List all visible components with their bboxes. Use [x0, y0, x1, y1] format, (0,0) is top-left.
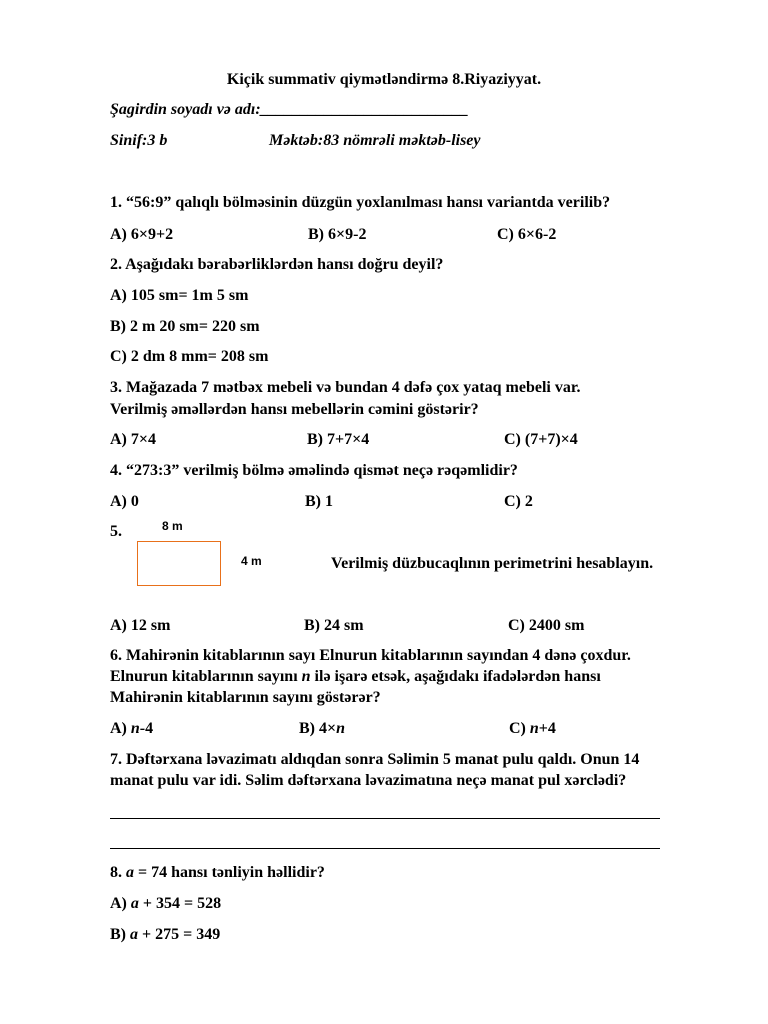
question-3-option-b: B) 7+7×4: [307, 431, 370, 448]
question-1-option-a: A) 6×9+2: [110, 226, 174, 243]
question-2-option-c: C) 2 dm 8 mm= 208 sm: [110, 348, 269, 365]
question-4-text: 4. “273:3” verilmiş bölmə əməlində qismət neçə rəqəmlidir?: [110, 462, 518, 479]
rectangle-height-label: 4 m: [241, 554, 262, 568]
school-label: Məktəb:83 nömrəli məktəb-lisey: [269, 132, 481, 149]
question-6-option-b: B) 4×n: [299, 720, 346, 737]
question-1-option-b: B) 6×9-2: [308, 226, 367, 243]
question-3-option-c: C) (7+7)×4: [504, 431, 578, 448]
question-7-text-line-2: manat pulu var idi. Səlim dəftərxana ləvazimatına neçə manat pul xərclədi?: [110, 772, 627, 789]
question-8-text: 8. a = 74 hansı tənliyin həllidir?: [110, 864, 325, 881]
question-6-text-line-3: Mahirənin kitablarının sayını göstərər?: [110, 689, 381, 706]
question-4-option-c: C) 2: [504, 493, 533, 510]
student-name-line: Şagirdin soyadı və adı:__________________________: [110, 101, 469, 118]
question-3-option-a: A) 7×4: [110, 431, 156, 448]
document-title: Kiçik summativ qiymətləndirmə 8.Riyaziyyat.: [226, 71, 542, 88]
question-3-text-line-2: Verilmiş əməllərdən hansı mebellərin cəmini göstərir?: [110, 401, 479, 418]
question-2-text: 2. Aşağıdakı bərabərliklərdən hansı doğru deyil?: [110, 256, 444, 273]
question-6-text-line-2: Elnurun kitablarının sayını n ilə işarə etsək, aşağıdakı ifadələrdən hansı: [110, 668, 601, 685]
question-3-text-line-1: 3. Mağazada 7 mətbəx mebeli və bundan 4 dəfə çox yataq mebeli var.: [110, 379, 581, 396]
question-8-option-a: A) a + 354 = 528: [110, 895, 222, 912]
question-7-text-line-1: 7. Dəftərxana ləvazimatı aldıqdan sonra Səlimin 5 manat pulu qaldı. Onun 14: [110, 751, 640, 768]
rectangle-figure: [137, 541, 221, 586]
question-6-text-line-1: 6. Mahirənin kitablarının sayı Elnurun kitablarının sayından 4 dənə çoxdur.: [110, 647, 631, 664]
question-4-option-b: B) 1: [305, 493, 333, 510]
answer-line-1: [110, 818, 660, 819]
question-1-option-c: C) 6×6-2: [497, 226, 557, 243]
question-5-number: 5.: [110, 523, 122, 540]
question-6-option-a: A) n-4: [110, 720, 154, 737]
question-2-option-a: A) 105 sm= 1m 5 sm: [110, 287, 249, 304]
answer-line-2: [110, 848, 660, 849]
class-label: Sinif:3 b: [110, 132, 168, 149]
question-2-option-b: B) 2 m 20 sm= 220 sm: [110, 318, 260, 335]
question-5-option-b: B) 24 sm: [304, 617, 364, 634]
question-4-option-a: A) 0: [110, 493, 139, 510]
rectangle-width-label: 8 m: [162, 519, 183, 533]
question-5-text: Verilmiş düzbucaqlının perimetrini hesablayın.: [331, 555, 654, 572]
variable-n: n: [301, 668, 311, 685]
variable-a: a: [126, 864, 134, 881]
question-6-option-c: C) n+4: [509, 720, 556, 737]
question-5-option-c: C) 2400 sm: [508, 617, 585, 634]
question-1-text: 1. “56:9” qalıqlı bölməsinin düzgün yoxlanılması hansı variantda verilib?: [110, 194, 611, 211]
question-8-option-b: B) a + 275 = 349: [110, 926, 221, 943]
question-5-option-a: A) 12 sm: [110, 617, 171, 634]
